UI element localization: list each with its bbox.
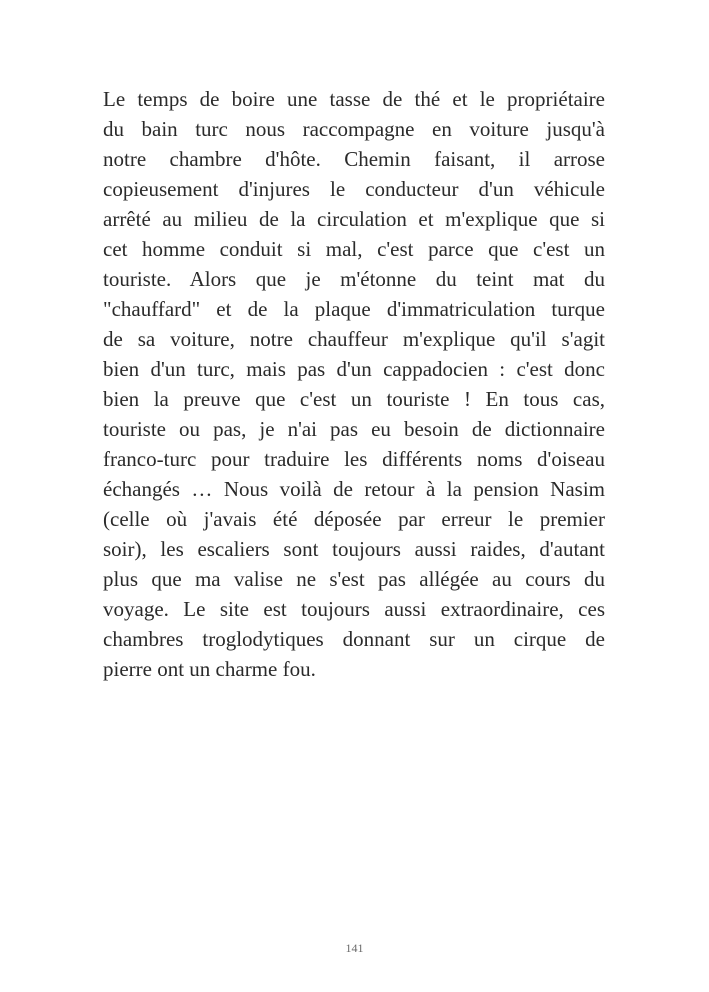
paragraph-line-8: "chauffard" et de la plaque d'immatriculation turque [103, 297, 605, 321]
paragraph-line-4: copieusement d'injures le conducteur d'un véhicule [103, 177, 605, 201]
paragraph-line-9: de sa voiture, notre chauffeur m'explique qu'il s'agit [103, 327, 605, 351]
paragraph-line-10: bien d'un turc, mais pas d'un cappadocien : c'est donc [103, 357, 605, 381]
paragraph-line-15: (celle où j'avais été déposée par erreur le premier [103, 507, 605, 531]
paragraph-line-16: soir), les escaliers sont toujours aussi raides, d'autant [103, 537, 605, 561]
paragraph-line-20: pierre ont un charme fou. [103, 657, 316, 681]
paragraph-line-18: voyage. Le site est toujours aussi extraordinaire, ces [103, 597, 605, 621]
body-paragraph [103, 84, 605, 684]
paragraph-line-7: touriste. Alors que je m'étonne du teint mat du [103, 267, 605, 291]
page-number: 141 [345, 941, 364, 955]
paragraph-line-3: notre chambre d'hôte. Chemin faisant, il arrose [103, 147, 605, 171]
paragraph-line-13: franco-turc pour traduire les différents noms d'oiseau [103, 447, 605, 471]
paragraph-line-17: plus que ma valise ne s'est pas allégée au cours du [103, 567, 605, 591]
paragraph-line-14: échangés … Nous voilà de retour à la pension Nasim [103, 477, 605, 501]
paragraph-line-11: bien la preuve que c'est un touriste ! En tous cas, [103, 387, 605, 411]
paragraph-line-1: Le temps de boire une tasse de thé et le propriétaire [103, 87, 605, 111]
paragraph-line-19: chambres troglodytiques donnant sur un cirque de [103, 627, 605, 651]
paragraph-line-5: arrêté au milieu de la circulation et m'explique que si [103, 207, 605, 231]
paragraph-line-6: cet homme conduit si mal, c'est parce que c'est un [103, 237, 605, 261]
paragraph-line-12: touriste ou pas, je n'ai pas eu besoin de dictionnaire [103, 417, 605, 441]
paragraph-line-2: du bain turc nous raccompagne en voiture jusqu'à [103, 117, 605, 141]
